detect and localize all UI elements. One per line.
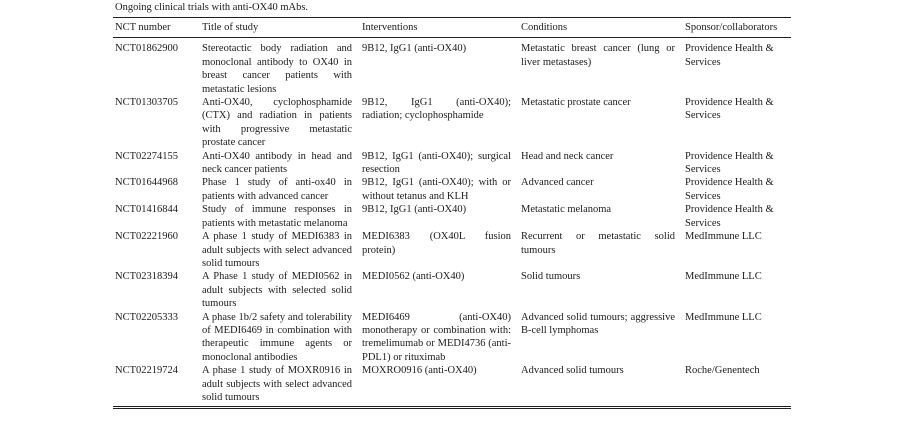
table-row xyxy=(113,150,791,177)
cell-sponsor: MedImmune LLC xyxy=(685,231,762,243)
cell-nct: NCT01644968 xyxy=(115,177,178,189)
cell-interventions: MOXRO0916 (anti-OX40) xyxy=(362,365,477,377)
cell-title: A phase 1 study of MOXR0916 in adult subjects with select advanced solid tumours xyxy=(202,365,352,403)
cell-nct: NCT02221960 xyxy=(115,231,178,243)
table-row xyxy=(113,364,791,408)
column-header-conditions: Conditions xyxy=(519,18,683,38)
cell-title: Phase 1 study of anti-ox40 in patients with advanced cancer xyxy=(202,177,352,202)
table-row xyxy=(113,96,791,150)
cell-sponsor: Providence Health & Services xyxy=(685,97,774,122)
cell-title: Study of immune responses in patients with metastatic melanoma xyxy=(202,204,352,229)
cell-sponsor: Providence Health & Services xyxy=(685,204,774,229)
cell-interventions: 9B12, IgG1 (anti-OX40) xyxy=(362,204,467,216)
header-row xyxy=(113,18,791,38)
cell-nct: NCT02274155 xyxy=(115,150,178,162)
cell-interventions: 9B12, IgG1 (anti-OX40) xyxy=(362,43,467,55)
cell-conditions: Advanced solid tumours; aggressive B-cell lymphomas xyxy=(521,311,675,336)
cell-interventions: 9B12, IgG1 (anti-OX40); surgical resection xyxy=(362,150,511,176)
cell-conditions: Recurrent or metastatic solid tumours xyxy=(521,231,675,256)
cell-conditions: Metastatic melanoma xyxy=(521,204,612,216)
cell-interventions: MEDI0562 (anti-OX40) xyxy=(362,271,465,283)
cell-interventions: 9B12, IgG1 (anti-OX40); radiation; cyclophosphamide xyxy=(362,97,511,122)
cell-interventions: MEDI6383 (OX40L fusion protein) xyxy=(362,231,511,256)
cell-sponsor: MedImmune LLC xyxy=(685,271,762,283)
table-row xyxy=(113,270,791,310)
cell-nct: NCT02219724 xyxy=(115,365,178,377)
table-row xyxy=(113,230,791,270)
cell-conditions: Advanced cancer xyxy=(521,177,594,189)
column-header-title-of-study: Title of study xyxy=(200,18,360,38)
trials-table xyxy=(113,17,791,409)
cell-conditions: Advanced solid tumours xyxy=(521,365,624,377)
trials-table-area xyxy=(113,2,791,409)
cell-nct: NCT02318394 xyxy=(115,271,178,283)
cell-interventions: MEDI6469 (anti-OX40) monotherapy or combination with: tremelimumab or MEDI4736 (anti-PDL1) or rituximab xyxy=(362,311,511,363)
column-header-nct-number: NCT number xyxy=(113,18,200,38)
table-row xyxy=(113,38,791,96)
cell-nct: NCT01303705 xyxy=(115,97,178,109)
cell-title: A phase 1b/2 safety and tolerability of MEDI6469 in combination with therapeutic immune agents or monoclonal antibodies xyxy=(202,311,352,363)
cell-sponsor: Providence Health & Services xyxy=(685,43,774,68)
cell-title: A phase 1 study of MEDI6383 in adult subjects with select advanced solid tumours xyxy=(202,231,352,269)
cell-nct: NCT01862900 xyxy=(115,43,178,55)
cell-title: Anti-OX40 antibody in head and neck cancer patients xyxy=(202,150,352,176)
table-row xyxy=(113,203,791,230)
cell-sponsor: MedImmune LLC xyxy=(685,311,762,323)
cell-nct: NCT01416844 xyxy=(115,204,178,216)
table-header xyxy=(113,18,791,38)
cell-nct: NCT02205333 xyxy=(115,311,178,323)
cell-interventions: 9B12, IgG1 (anti-OX40); with or without tetanus and KLH xyxy=(362,177,511,202)
cell-conditions: Solid tumours xyxy=(521,271,581,283)
trials-table-body xyxy=(113,38,791,408)
cell-title: Stereotactic body radiation and monoclonal antibody to OX40 in breast cancer patients with metastatic lesions xyxy=(202,43,352,95)
cell-conditions: Metastatic breast cancer (lung or liver metastases) xyxy=(521,43,675,68)
cell-title: Anti-OX40, cyclophosphamide (CTX) and radiation in patients with progressive metastatic prostate cancer xyxy=(202,97,352,149)
column-header-interventions: Interventions xyxy=(360,18,519,38)
column-header-sponsor-collaborators: Sponsor/collaborators xyxy=(683,18,791,38)
cell-conditions: Head and neck cancer xyxy=(521,150,614,162)
table-caption: Ongoing clinical trials with anti-OX40 mAbs. xyxy=(115,2,309,13)
cell-sponsor: Providence Health & Services xyxy=(685,177,774,202)
cell-conditions: Metastatic prostate cancer xyxy=(521,97,631,109)
cell-title: A Phase 1 study of MEDI0562 in adult subjects with selected solid tumours xyxy=(202,271,352,310)
cell-sponsor: Providence Health & Services xyxy=(685,150,774,176)
cell-sponsor: Roche/Genentech xyxy=(685,365,760,377)
table-row xyxy=(113,176,791,203)
table-row xyxy=(113,311,791,365)
